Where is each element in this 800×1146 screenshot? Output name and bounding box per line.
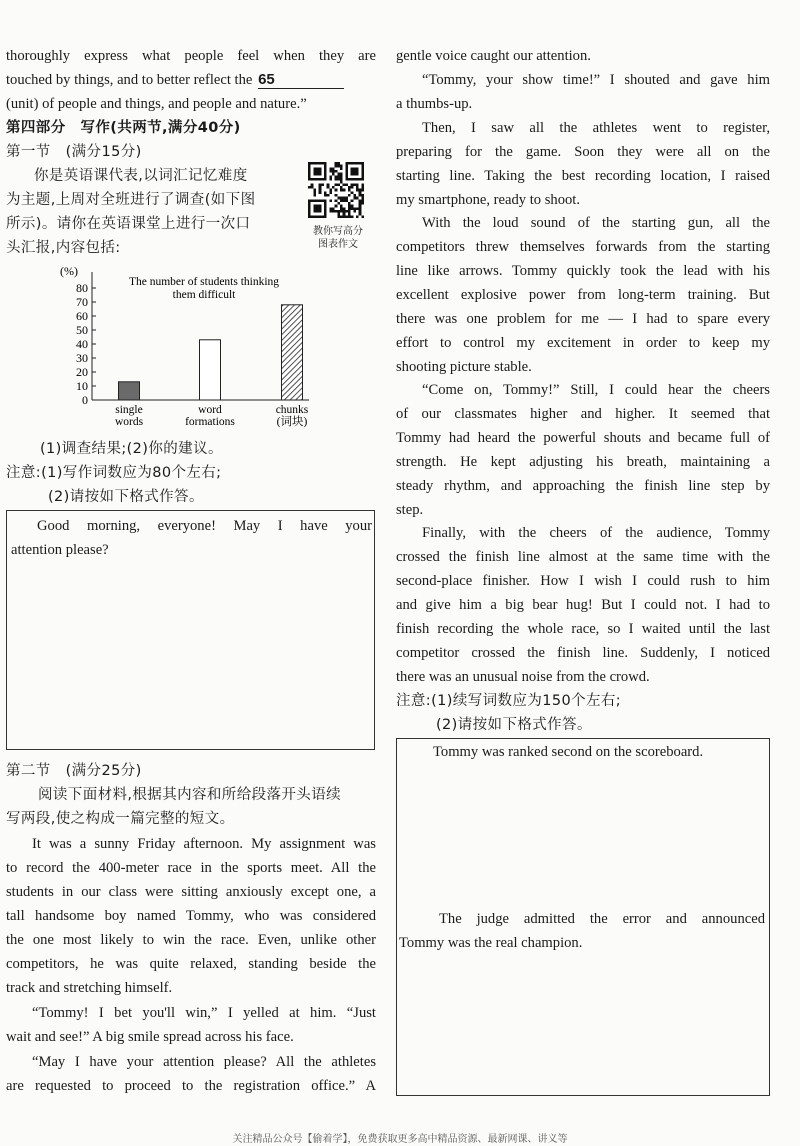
qr-module <box>335 210 338 213</box>
bar-chunks <box>282 305 303 400</box>
qr-module <box>311 186 314 189</box>
qr-module <box>335 170 338 173</box>
qr-module <box>324 191 327 194</box>
story-line: shooting picture stable. <box>396 359 532 375</box>
qr-module <box>356 183 359 186</box>
qr-module <box>340 215 343 218</box>
passage-line-text: touched by things, and to better reflect the <box>6 72 253 88</box>
qr-module <box>340 197 343 200</box>
story-line: competitors threw themselves forwards from the starting <box>396 239 770 255</box>
y-tick-label: 70 <box>76 295 88 309</box>
story-line: starting line. Taking the best recording location, I raised <box>396 168 770 184</box>
box-para-2-line: The judge admitted the error and announced <box>439 911 765 927</box>
box-para-2-line: Tommy was the real champion. <box>399 935 583 951</box>
qr-module <box>340 165 343 168</box>
qr-module <box>329 210 332 213</box>
qr-module <box>340 181 343 184</box>
qr-module <box>361 199 364 202</box>
qr-module <box>353 183 356 186</box>
story-line: there was one problem for me — I had to spare every <box>396 311 770 327</box>
qr-module <box>337 183 340 186</box>
qr-module <box>327 183 330 186</box>
qr-module <box>345 183 348 186</box>
qr-module <box>361 197 364 200</box>
qr-module <box>319 191 322 194</box>
qr-module <box>340 210 343 213</box>
qr-module <box>361 183 364 186</box>
story-line: With the loud sound of the starting gun, all the <box>422 215 770 231</box>
qr-module <box>313 167 321 175</box>
story-line: It was a sunny Friday afternoon. My assignment was <box>32 836 376 852</box>
y-tick-label: 60 <box>76 309 88 323</box>
qr-code[interactable] <box>308 162 364 218</box>
qr-module <box>319 183 322 186</box>
y-tick-label: 10 <box>76 379 88 393</box>
story-line: the one most likely to win the race. Even, unlike other <box>6 932 376 948</box>
y-tick-label: 30 <box>76 351 88 365</box>
qr-module <box>335 175 338 178</box>
story-line: gentle voice caught our attention. <box>396 48 591 64</box>
qr-module <box>329 207 332 210</box>
y-tick-label: 80 <box>76 281 88 295</box>
qr-module <box>340 175 343 178</box>
qr-module <box>351 191 354 194</box>
qr-module <box>361 215 364 218</box>
part4-heading: 第四部分 写作(共两节,满分40分) <box>6 120 241 136</box>
qr-module <box>356 197 359 200</box>
qr-module <box>337 213 340 216</box>
story-line: “Tommy, your show time!” I shouted and gave him <box>422 72 770 88</box>
qr-module <box>348 207 351 210</box>
x-tick-label: chunks <box>275 404 309 416</box>
section1-heading: 第一节 (满分15分) <box>6 144 142 160</box>
story-line: competitor crossed the finish line. Suddenly, I noticed <box>396 645 770 661</box>
story-line: step. <box>396 502 424 518</box>
qr-module <box>319 189 322 192</box>
qr-module <box>348 194 351 197</box>
story-line: “May I have your attention please? All the athletes <box>32 1054 376 1070</box>
bars <box>119 305 303 400</box>
note-1: 注意:(1)写作词数应为80个左右; <box>6 465 222 481</box>
footer-note: 关注精品公众号【偷着学】，免费获取更多高中精品资源、最新网课、讲义等 <box>232 1134 568 1145</box>
task2-line: 阅读下面材料,根据其内容和所给段落开头语续 <box>38 787 342 803</box>
qr-module <box>359 207 362 210</box>
qr-module <box>313 194 316 197</box>
qr-module <box>351 215 354 218</box>
story-line: Finally, with the cheers of the audience, Tommy <box>422 525 770 541</box>
qr-module <box>332 210 335 213</box>
qr-module <box>324 194 327 197</box>
requirements: (1)调查结果;(2)你的建议。 <box>40 441 223 457</box>
story-line: crossed the finish line almost at the same time with the <box>396 549 770 565</box>
qr-module <box>308 186 311 189</box>
x-tick-label: formations <box>185 416 235 428</box>
qr-module <box>335 199 338 202</box>
qr-module <box>356 207 359 210</box>
x-labels <box>115 404 309 428</box>
qr-module <box>343 199 346 202</box>
task1-line: 所示)。请你在英语课堂上进行一次口 <box>6 216 251 232</box>
qr-module <box>348 205 351 208</box>
x-tick-label: single <box>115 404 143 416</box>
y-ticks <box>76 281 96 407</box>
qr-module <box>343 210 346 213</box>
task1-line: 你是英语课代表,以词汇记忆难度 <box>34 168 248 184</box>
qr-module <box>329 175 332 178</box>
story-line: line like arrows. Tommy quickly took the lead with his <box>396 263 770 279</box>
story-line: “Tommy! I bet you'll win,” I yelled at him. “Just <box>32 1005 376 1021</box>
qr-module <box>329 167 332 170</box>
qr-module <box>340 173 343 176</box>
note-2: (2)请按如下格式作答。 <box>48 489 204 505</box>
qr-module <box>335 189 338 192</box>
qr-module <box>337 197 340 200</box>
box-para-1: Tommy was ranked second on the scoreboard. <box>433 744 704 760</box>
qr-module <box>348 202 351 205</box>
story-line: effort to control my excitement in order to keep my <box>396 335 770 351</box>
qr-module <box>337 210 340 213</box>
task1-line: 头汇报,内容包括: <box>6 240 121 256</box>
qr-module <box>348 213 351 216</box>
qr-module <box>343 189 346 192</box>
qr-module <box>335 165 338 168</box>
qr-module <box>356 186 359 189</box>
story-line: excellent explosive power from long-term training. But <box>396 287 770 303</box>
qr-module <box>361 186 364 189</box>
x-tick-label: word <box>198 404 222 416</box>
qr-module <box>337 178 340 181</box>
y-tick-label: 20 <box>76 365 88 379</box>
qr-module <box>327 194 330 197</box>
qr-module <box>332 167 335 170</box>
qr-module <box>361 202 364 205</box>
qr-module <box>351 199 354 202</box>
passage-line <box>6 71 344 89</box>
qr-module <box>348 189 351 192</box>
story-line: Tommy had heard the powerful shouts and became full of <box>396 430 770 446</box>
chart-title-line: them difficult <box>172 289 236 301</box>
qr-module <box>343 207 346 210</box>
y-tick-label: 50 <box>76 323 88 337</box>
qr-module <box>359 205 362 208</box>
qr-module <box>348 215 351 218</box>
qr-module <box>345 215 348 218</box>
qr-module <box>340 186 343 189</box>
qr-module <box>335 183 338 186</box>
qr-module <box>332 186 335 189</box>
qr-module <box>359 191 362 194</box>
qr-module <box>351 207 354 210</box>
qr-module <box>353 210 356 213</box>
qr-module <box>356 215 359 218</box>
y-axis-label: (%) <box>60 264 78 278</box>
qr-module <box>329 178 332 181</box>
y-tick-label: 40 <box>76 337 88 351</box>
story-line: are requested to proceed to the registration office.” A <box>6 1078 376 1094</box>
qr-module <box>337 175 340 178</box>
story-line: strength. He kept adjusting his breath, maintaining a <box>396 454 770 470</box>
qr-module <box>340 199 343 202</box>
box-line: Good morning, everyone! May I have your <box>37 518 372 534</box>
qr-module <box>335 205 338 208</box>
qr-module <box>343 215 346 218</box>
story-line: second-place finisher. How I wish I could rush to him <box>396 573 770 589</box>
section2-heading: 第二节 (满分25分) <box>6 763 142 779</box>
qr-module <box>356 189 359 192</box>
qr-module <box>313 191 316 194</box>
passage-line: thoroughly express what people feel when they are <box>6 48 376 64</box>
qr-module <box>353 194 356 197</box>
story-line: finish recording the whole race, so I waited until the last <box>396 621 770 637</box>
qr-module <box>337 165 340 168</box>
qr-module <box>359 189 362 192</box>
qr-module <box>340 178 343 181</box>
qr-module <box>340 189 343 192</box>
qr-module <box>361 194 364 197</box>
qr-module <box>340 207 343 210</box>
qr-module <box>343 183 346 186</box>
answer-box-2[interactable] <box>396 738 770 1096</box>
qr-module <box>359 210 362 213</box>
story-line: preparing for the game. Soon they were all on the <box>396 144 770 160</box>
qr-module <box>359 199 362 202</box>
qr-caption-line: 图表作文 <box>318 239 358 250</box>
qr-module <box>340 205 343 208</box>
qr-module <box>332 170 335 173</box>
qr-module <box>337 162 340 165</box>
story-line: my smartphone, ready to shoot. <box>396 192 581 208</box>
blank-number: 65 <box>258 71 275 88</box>
box-line: attention please? <box>11 542 109 558</box>
task1-line: 为主题,上周对全班进行了调查(如下图 <box>6 192 256 208</box>
qr-module <box>351 205 354 208</box>
story-line: a thumbs-up. <box>396 96 473 112</box>
survey-bar-chart <box>54 262 314 432</box>
story-line: Then, I saw all the athletes went to register, <box>422 120 770 136</box>
note-1: 注意:(1)续写词数应为150个左右; <box>396 693 622 709</box>
story-line: steady rhythm, and approaching the finish line step by <box>396 478 770 494</box>
story-line: to record the 400-meter race in the sports meet. All the <box>6 860 376 876</box>
qr-module <box>327 186 330 189</box>
qr-module <box>351 167 359 175</box>
answer-box-1[interactable] <box>6 510 375 750</box>
story-line: competitors, he was quite relaxed, standing beside the <box>6 956 376 972</box>
qr-module <box>335 178 338 181</box>
note-2: (2)请按如下格式作答。 <box>436 717 592 733</box>
qr-module <box>361 189 364 192</box>
qr-module <box>340 167 343 170</box>
qr-module <box>337 173 340 176</box>
qr-module <box>313 189 316 192</box>
qr-caption <box>302 225 374 251</box>
qr-module <box>337 215 340 218</box>
qr-module <box>359 213 362 216</box>
qr-module <box>351 186 354 189</box>
qr-module <box>345 197 348 200</box>
story-line: tall handsome boy named Tommy, who was considered <box>6 908 376 924</box>
story-line: students in our class were sitting anxiously except one, a <box>6 884 376 900</box>
qr-module <box>353 207 356 210</box>
qr-module <box>353 197 356 200</box>
qr-module <box>345 199 348 202</box>
y-tick-label: 0 <box>82 393 88 407</box>
qr-module <box>321 183 324 186</box>
qr-module <box>345 210 348 213</box>
x-tick-label: (词块) <box>276 416 308 428</box>
chart-title-line: The number of students thinking <box>128 276 280 288</box>
qr-caption-line: 教你写高分 <box>313 226 363 237</box>
x-tick-label: words <box>114 416 144 428</box>
bar-single <box>119 382 140 400</box>
qr-module <box>351 183 354 186</box>
story-line: and give him a big bear hug! But I could not. I had to <box>396 597 770 613</box>
qr-module <box>332 173 335 176</box>
passage-line: (unit) of people and things, and people and nature.” <box>6 96 307 112</box>
qr-module <box>332 207 335 210</box>
qr-module <box>311 183 314 186</box>
story-line: “Come on, Tommy!” Still, I could hear the cheers <box>422 382 770 398</box>
qr-module <box>329 199 332 202</box>
qr-module <box>335 194 338 197</box>
story-line: there was an unusual noise from the crowd. <box>396 669 650 685</box>
qr-module <box>343 213 346 216</box>
qr-module <box>329 191 332 194</box>
qr-module <box>348 186 351 189</box>
story-line: track and stretching himself. <box>6 980 173 996</box>
qr-module <box>329 189 332 192</box>
qr-module <box>359 194 362 197</box>
qr-module <box>359 202 362 205</box>
story-line: of our classmates higher and higher. It seemed that <box>396 406 770 422</box>
task2-line: 写两段,使之构成一篇完整的短文。 <box>6 811 235 827</box>
story-line: wait and see!” A big smile spread across his face. <box>6 1029 294 1045</box>
qr-module <box>313 205 321 213</box>
qr-module <box>337 202 340 205</box>
qr-module <box>335 162 338 165</box>
qr-module <box>348 210 351 213</box>
qr-module <box>319 186 322 189</box>
qr-module <box>343 197 346 200</box>
bar-word <box>200 340 221 400</box>
answer-blank[interactable] <box>258 71 344 89</box>
qr-module <box>329 170 332 173</box>
